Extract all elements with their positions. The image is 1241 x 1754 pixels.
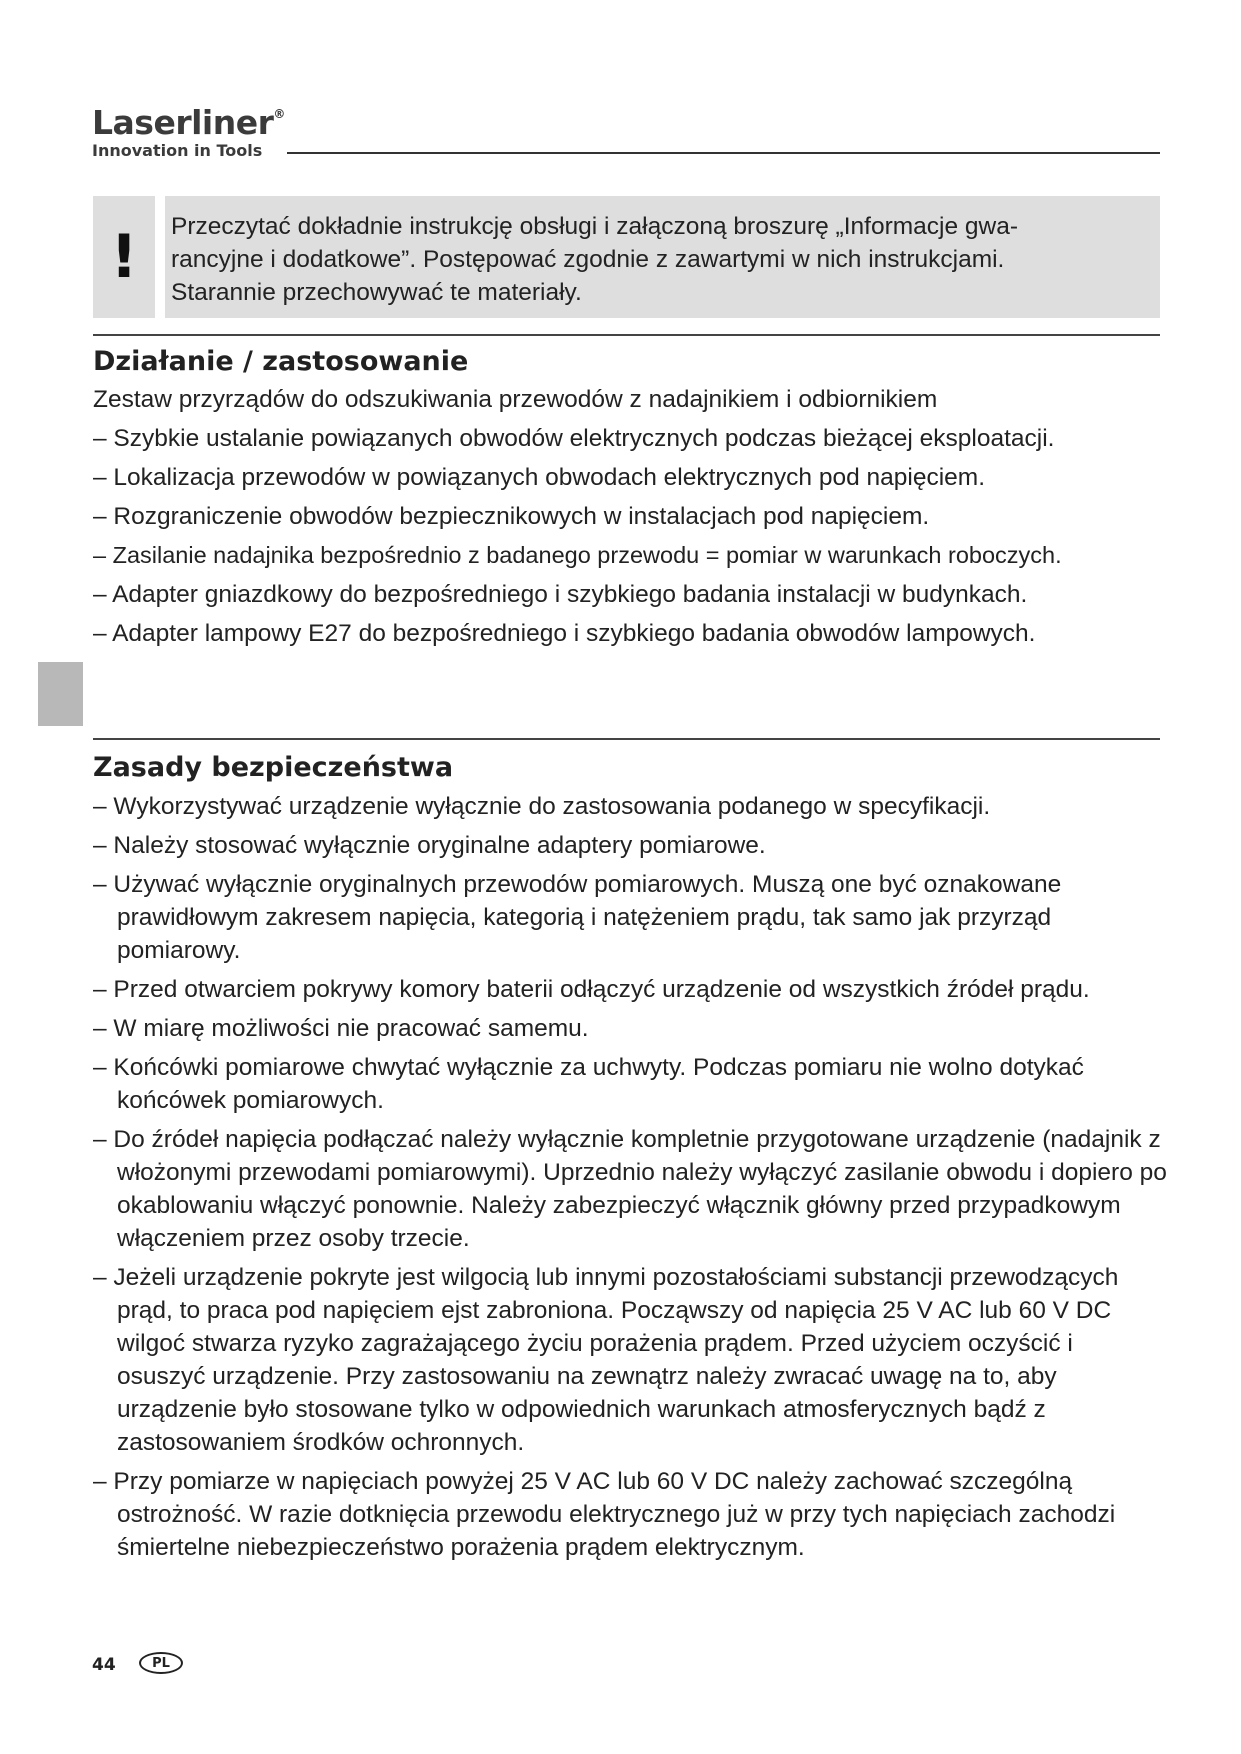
list-item: – Adapter lampowy E27 do bezpośredniego i szybkiego badania obwodów lampowych. (93, 620, 1036, 647)
list-item: – Szybkie ustalanie powiązanych obwodów elektrycznych podczas bieżącej eksploatacji. (93, 425, 1055, 452)
section-rule (93, 334, 1160, 336)
list-item: – W miarę możliwości nie pracować samemu. (93, 1015, 589, 1042)
safety-list (93, 790, 1168, 1570)
list-item: – Przy pomiarze w napięciach powyżej 25 V AC lub 60 V DC należy zachować szczególną ostrożność. W razie dotknięcia przewodu elektrycznego już w przy tych napięciach zachodzi śmiertelne niebezpieczeństwo porażenia prądem elektrycznym. (93, 1468, 1116, 1561)
section-title-function: Działanie / zastosowanie (93, 346, 469, 377)
section-intro: Zestaw przyrządów do odszukiwania przewodów z nadajnikiem i odbiornikiem (93, 386, 938, 413)
header-rule (287, 152, 1160, 154)
list-item: – Zasilanie nadajnika bezpośrednio z badanego przewodu = pomiar w warunkach roboczych. (93, 542, 1062, 568)
list-item: – Używać wyłącznie oryginalnych przewodów pomiarowych. Muszą one być oznakowane prawidłowym zakresem napięcia, kategorią i natężeniem prądu, tak samo jak przyrząd pomiarowy. (93, 871, 1062, 964)
section-title-safety: Zasady bezpieczeństwa (93, 752, 454, 783)
brand-name: Laserliner® (92, 103, 285, 142)
notice-line: Starannie przechowywać te materiały. (171, 279, 582, 306)
list-item: – Należy stosować wyłącznie oryginalne adaptery pomiarowe. (93, 832, 766, 859)
list-item: – Adapter gniazdkowy do bezpośredniego i szybkiego badania instalacji w budynkach. (93, 581, 1028, 608)
exclamation-icon: ! (110, 222, 138, 292)
notice-line: Przeczytać dokładnie instrukcję obsługi i załączoną broszurę „Informacje gwa- (171, 213, 1018, 240)
list-item: – Do źródeł napięcia podłączać należy wyłącznie kompletnie przygotowane urządzenie (nadajnik z włożonymi przewodami pomiarowymi). Uprzednio należy wyłączyć zasilanie obwodu i dopiero po okablowaniu włączyć ponownie. Należy zabezpieczyć włącznik główny przed przypadkowym włączeniem przez osoby trzecie. (93, 1126, 1167, 1252)
page-number: 44 (92, 1655, 116, 1675)
notice-box (93, 196, 1160, 318)
list-item: – Lokalizacja przewodów w powiązanych obwodach elektrycznych pod napięciem. (93, 464, 986, 491)
function-list (93, 422, 1168, 656)
notice-line: rancyjne i dodatkowe”. Postępować zgodnie z zawartymi w nich instrukcjami. (171, 246, 1005, 273)
language-badge: PL (139, 1652, 183, 1674)
notice-divider (155, 196, 165, 318)
brand-tagline: Innovation in Tools (92, 141, 263, 160)
side-tab-marker (38, 662, 83, 726)
brand-logo (92, 100, 285, 160)
section-rule (93, 738, 1160, 740)
list-item: – Końcówki pomiarowe chwytać wyłącznie za uchwyty. Podczas pomiaru nie wolno dotykać końcówek pomiarowych. (93, 1054, 1084, 1114)
list-item: – Rozgraniczenie obwodów bezpiecznikowych w instalacjach pod napięciem. (93, 503, 930, 530)
list-item: – Przed otwarciem pokrywy komory baterii odłączyć urządzenie od wszystkich źródeł prądu. (93, 976, 1090, 1003)
list-item: – Wykorzystywać urządzenie wyłącznie do zastosowania podanego w specyfikacji. (93, 793, 991, 820)
notice-text (171, 210, 1141, 309)
list-item: – Jeżeli urządzenie pokryte jest wilgocią lub innymi pozostałościami substancji przewodzących prąd, to praca pod napięciem ejst zabroniona. Począwszy od napięcia 25 V AC lub 60 V DC wilgoć stwarza ryzyko zagrażającego życiu porażenia prądem. Przed użyciem oczyścić i osuszyć urządzenie. Przy zastosowaniu na zewnątrz należy zwracać uwagę na to, aby urządzenie było stosowane tylko w odpowiednich warunkach atmosferycznych bądź z zastosowaniem środków ochronnych. (93, 1264, 1119, 1456)
